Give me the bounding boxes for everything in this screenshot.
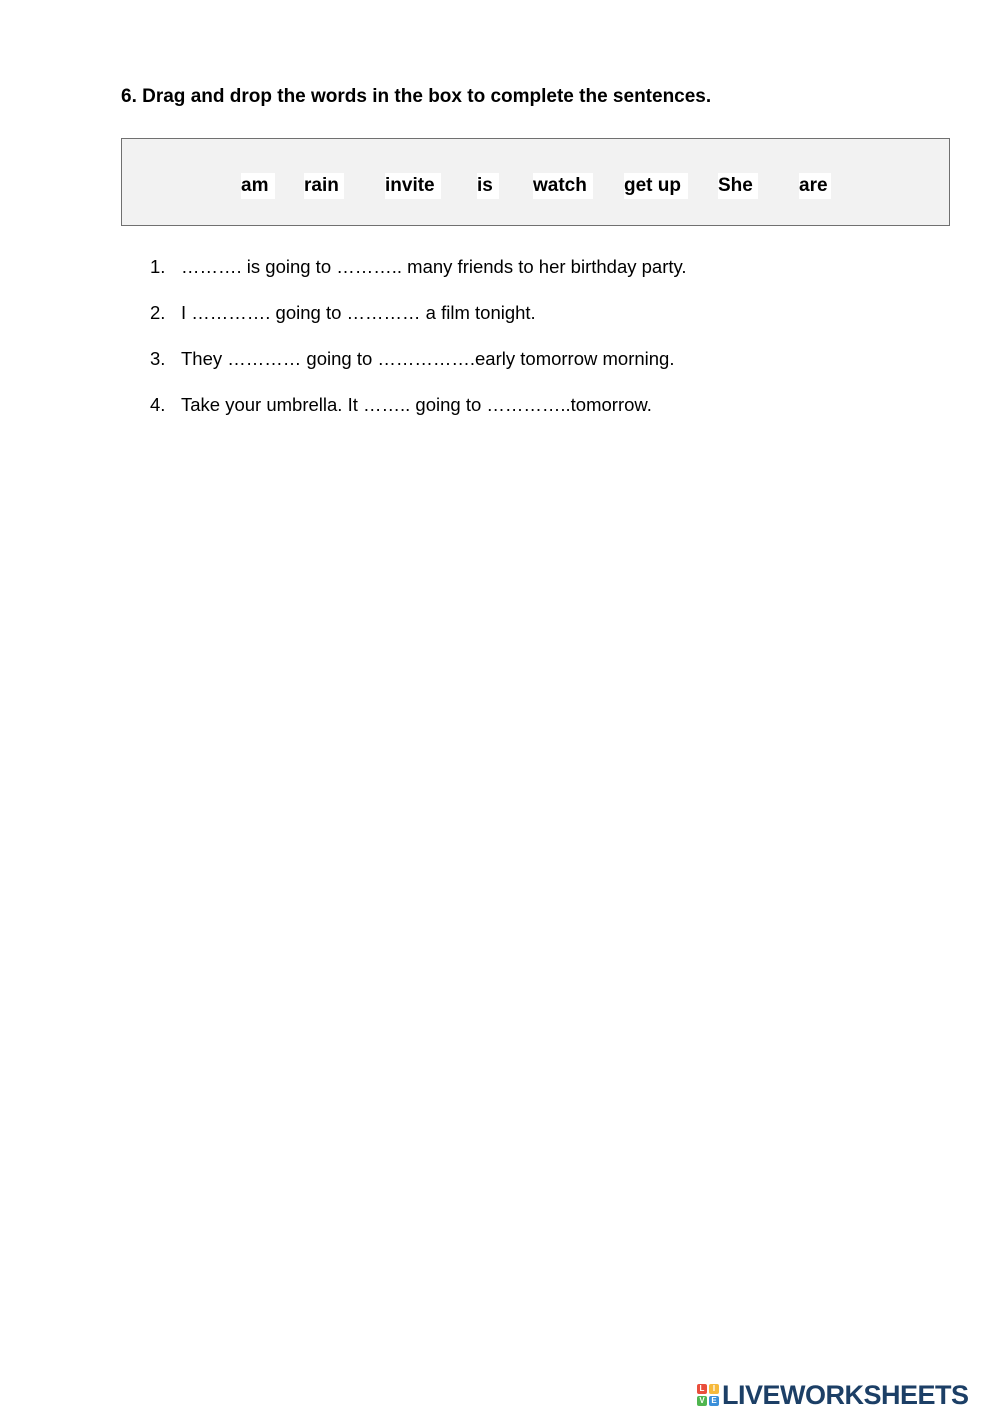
sentence-list	[150, 254, 687, 438]
word-rain[interactable]: rain	[304, 173, 344, 199]
logo-tile: L	[697, 1384, 707, 1394]
sentence-text: ………. is going to ……….. many friends to her birthday party.	[181, 256, 687, 277]
sentence-item	[150, 254, 687, 300]
sentence-item	[150, 300, 687, 346]
word-are[interactable]: are	[799, 173, 831, 199]
logo-text: LIVEWORKSHEETS	[722, 1379, 969, 1410]
word-she[interactable]: She	[718, 173, 758, 199]
logo-tile: V	[697, 1396, 707, 1406]
word-is[interactable]: is	[477, 173, 499, 199]
word-invite[interactable]: invite	[385, 173, 441, 199]
sentence-item	[150, 346, 687, 392]
sentence-number: 1.	[150, 256, 166, 277]
logo-tile: I	[709, 1384, 719, 1394]
instruction-heading: 6. Drag and drop the words in the box to complete the sentences.	[121, 86, 712, 107]
logo-mark-icon	[697, 1384, 719, 1406]
sentence-text: They ………… going to …………….early tomorrow morning.	[181, 348, 675, 369]
word-get-up[interactable]: get up	[624, 173, 688, 199]
word-am[interactable]: am	[241, 173, 275, 199]
sentence-item	[150, 392, 687, 438]
sentence-text: I …………. going to ………… a film tonight.	[181, 302, 536, 323]
sentence-text: Take your umbrella. It …….. going to …………..tomorrow.	[181, 394, 652, 415]
sentence-number: 3.	[150, 348, 166, 369]
word-bank-box	[121, 138, 950, 226]
liveworksheets-logo	[697, 1381, 969, 1409]
word-watch[interactable]: watch	[533, 173, 593, 199]
sentence-number: 2.	[150, 302, 166, 323]
logo-tile: E	[709, 1396, 719, 1406]
sentence-number: 4.	[150, 394, 166, 415]
